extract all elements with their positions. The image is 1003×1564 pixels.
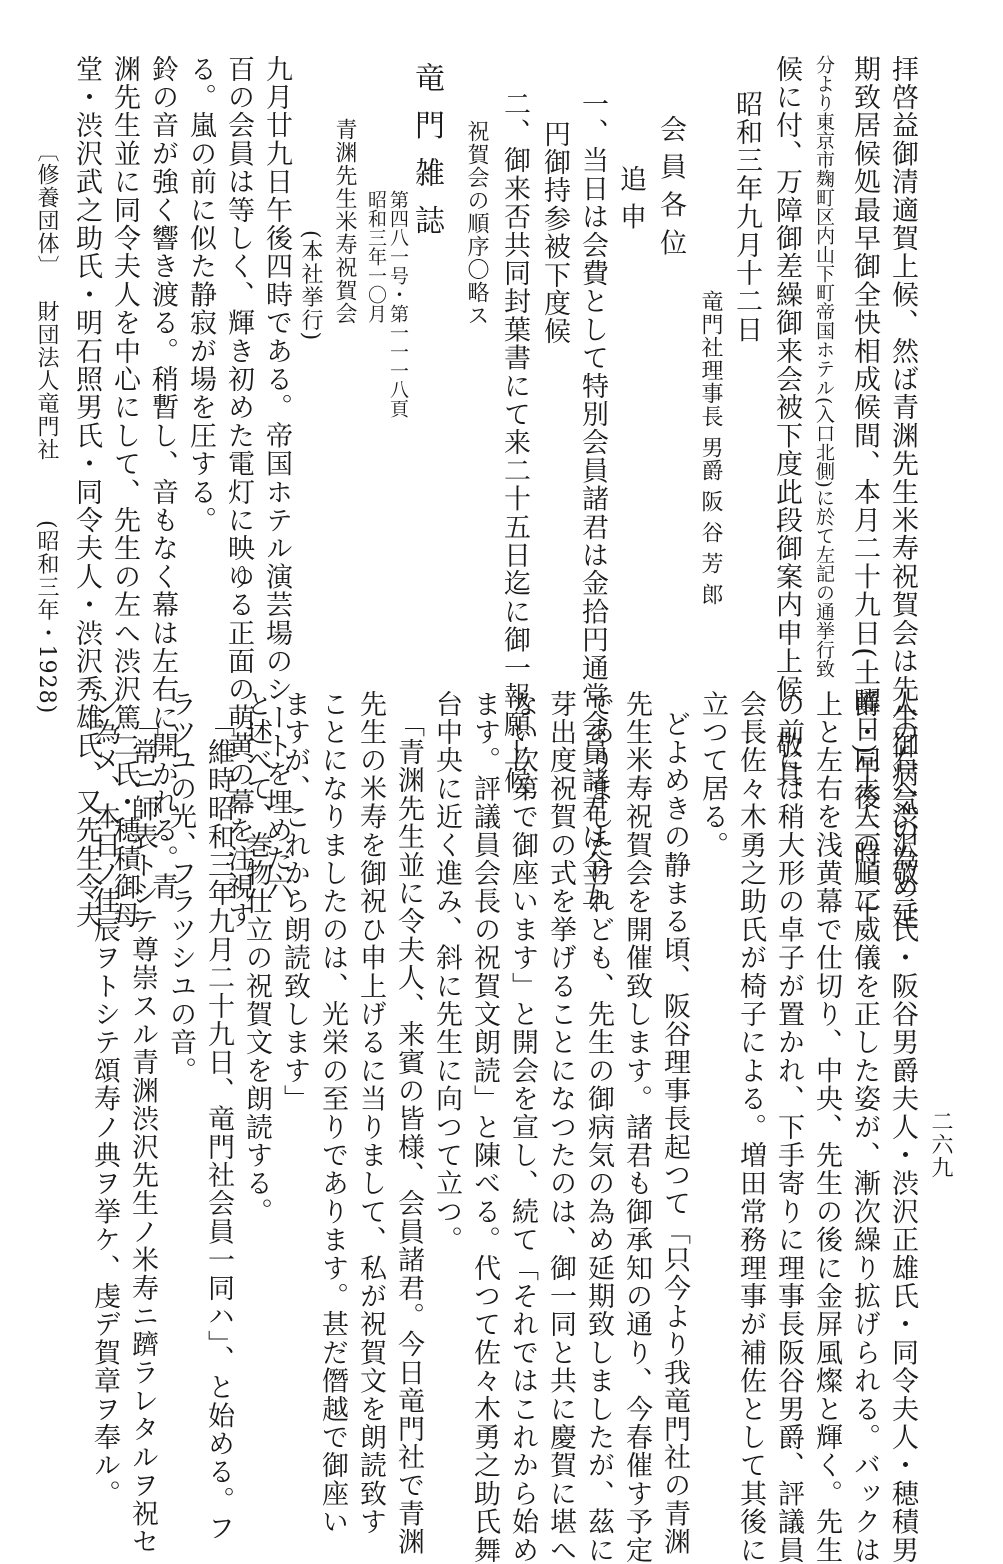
article-subtitle: 青渊先生米寿祝賀会 xyxy=(332,118,357,325)
article-line: 先生の米寿を御祝ひ申上げるに当りまして、私が祝賀文を朗読致す xyxy=(355,690,386,1536)
article-line: 九月廿九日午後四時である。帝国ホテル演芸場のシートを埋めた六 xyxy=(261,55,292,901)
letter-item: 二、御来否共同封葉書にて来二十五日迄に御一報願上候 xyxy=(499,90,530,795)
letter-line: 期致居候処最早御全快相成候間、本月二十九日(土曜日)午後三時三十 xyxy=(849,55,880,925)
article-line: の前には稍大形の卓子が置かれ、下手寄りに理事長阪谷男爵、評議員 xyxy=(773,690,804,1564)
letter-item: 一、当日は会費として特別会員諸君は金拾円通常会員諸君は金五 xyxy=(577,90,608,908)
letter-line: 拝啓益御清適賀上候、然ば青渊先生米寿祝賀会は先生御病気の為め延 xyxy=(887,55,918,930)
article-line: 「青渊先生並に令夫人、来賓の皆様、会員諸君。今日竜門社で青渊 xyxy=(393,710,424,1556)
letter-item: 円御持参被下度候 xyxy=(539,120,570,346)
article-issue-date: 昭和三年一〇月 xyxy=(365,190,387,323)
article-line: 先生米寿祝賀会を開催致します。諸君も御承知の通り、今春催す予定 xyxy=(621,690,652,1564)
article-issue-info: 第四八一号・第一一一八頁 xyxy=(387,190,409,418)
letter-line: 候に付、万障御差繰御来会被下度此段御案内申上候 敬具 xyxy=(771,55,802,789)
article-line: ラツユの光、フラツシユの音。 xyxy=(165,690,196,1085)
article-line: 台中央に近く進み、斜に先生に向つて立つ。 xyxy=(431,690,462,1254)
article-line: 「維時昭和三年九月二十九日、竜門社会員一同ハ」、と始める。フ xyxy=(203,710,234,1543)
article-title: 竜 門 雑 誌 xyxy=(409,62,444,239)
article-line: ますが、これから朗読致します」 xyxy=(279,690,310,1113)
article-line: 上と左右を浅黄幕で仕切り、中央、先生の後に金屏風燦と輝く。先生 xyxy=(811,690,842,1564)
article-line: 堂・渋沢武之助氏・明石照男氏・同令夫人・渋沢秀雄氏、又先生令夫 xyxy=(71,55,102,930)
article-line: る。嵐の前に似た静寂が場を圧する。 xyxy=(185,55,216,535)
letter-addressee: 会 員 各 位 xyxy=(655,115,686,258)
article-line: 百の会員は等しく、輝き初めた電灯に映ゆる正面の萌黄の幕を注視す xyxy=(223,55,254,930)
letter-postscript: 追 申 xyxy=(615,165,646,232)
letter-signer: 竜門社理事長 男爵 阪 谷 芳 郎 xyxy=(698,290,723,606)
page-number: 二六九 xyxy=(928,1110,953,1179)
footer-category: 〔修養団体〕 xyxy=(34,140,59,278)
article-line: でありましたけれども、先生の御病気の為め延期致しましたが、茲に xyxy=(583,690,614,1564)
article-line: 立つて居る。 xyxy=(697,690,728,860)
article-line: と述べて、巻物仕立の祝賀文を朗読する。 xyxy=(241,690,272,1226)
article-line: 人の右へ渋沢敬三氏・阪谷男爵夫人・渋沢正雄氏・同令夫人・穂積男 xyxy=(887,690,918,1564)
article-line: ことになりましたのは、光栄の至りであります。甚だ僭越で御座い xyxy=(317,690,348,1536)
letter-date: 昭和三年九月十二日 xyxy=(731,90,762,344)
footer-year: (昭和三年・1928) xyxy=(34,520,59,715)
article-line: ない次第で御座います」と開会を宣し、続て「それではこれから始め xyxy=(507,690,538,1564)
article-line: 爵・同夫人の順に威儀を正した姿が、漸次繰り拡げられる。バックは xyxy=(849,690,880,1564)
letter-line: 分より東京市麹町区内山下町帝国ホテル(入口北側)に於て左記の通挙行致 xyxy=(813,55,835,678)
article-line: 鈴の音が強く響き渡る。稍暫し、音もなく幕は左右に開かれる。青 xyxy=(147,55,178,901)
article-line: 渊先生並に同令夫人を中心にして、先生の左へ渋沢篤二氏・穂積御母 xyxy=(109,55,140,930)
letter-program-note: 祝賀会の順序〇略ス xyxy=(464,120,489,327)
article-line: どよめきの静まる頃、阪谷理事長起つて「只今より我竜門社の青渊 xyxy=(659,710,690,1556)
article-byline: (本社挙行) xyxy=(298,230,323,342)
article-line: ます。評議員会長の祝賀文朗読」と陳べる。代つて佐々木勇之助氏舞 xyxy=(469,690,500,1564)
footer-publisher: 財団法人竜門社 xyxy=(34,300,59,461)
article-line: ン為メ、本日ノ佳辰ヲトシテ頌寿ノ典ヲ挙ケ、虔デ賀章ヲ奉ル。 xyxy=(89,690,120,1508)
article-line: 会長佐々木勇之助氏が椅子による。増田常務理事が補佐として其後に xyxy=(735,690,766,1564)
article-line: 芽出度祝賀の式を挙げることになつたのは、御一同と共に慶賀に堪へ xyxy=(545,690,576,1564)
article-line: 「常ニ師表トシテ尊崇スル青渊渋沢先生ノ米寿ニ躋ラレタルヲ祝セ xyxy=(127,710,158,1556)
